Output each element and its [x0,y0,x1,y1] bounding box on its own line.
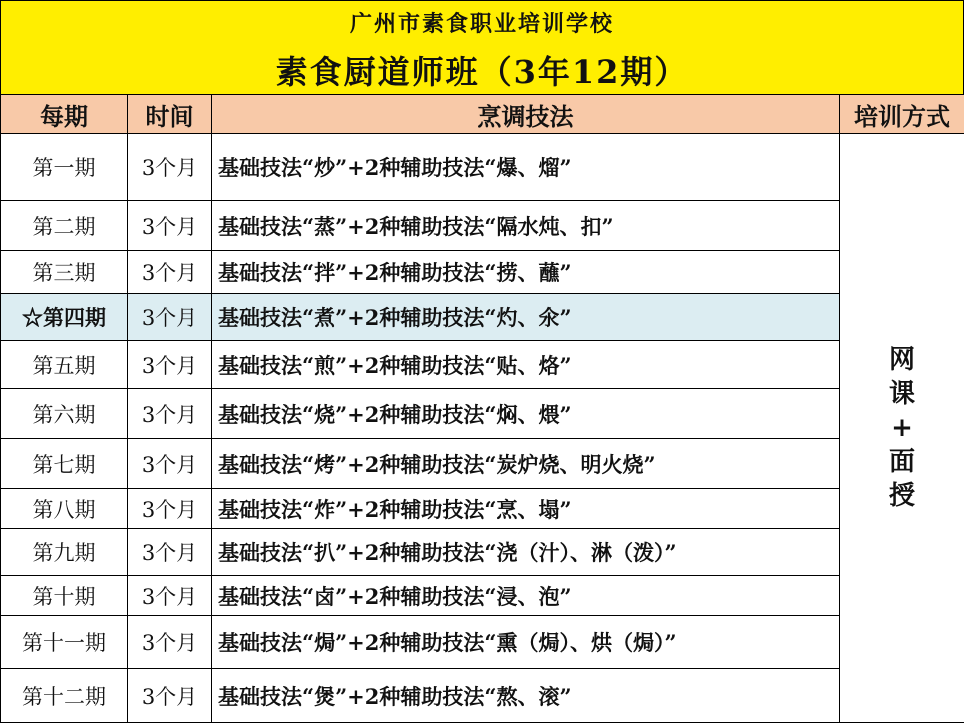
training-method-char: 网 [888,345,915,375]
table-row [1,251,964,294]
time-cell: 3个月 [128,529,212,576]
training-method-cell [840,134,964,723]
time-cell: 3个月 [128,489,212,529]
period-cell: 第一期 [1,134,128,201]
period-cell: 第十二期 [1,669,128,723]
table-row [1,669,964,723]
period-cell: 第十一期 [1,616,128,669]
technique-cell: 基础技法“扒”+2种辅助技法“浇（汁）、淋（泼）” [212,529,840,576]
period-cell: 第八期 [1,489,128,529]
table-row [1,134,964,201]
time-cell: 3个月 [128,576,212,616]
time-cell: 3个月 [128,294,212,341]
table-header-row [1,95,964,134]
table-row [1,489,964,529]
table-row [1,439,964,489]
training-method-char: 课 [888,379,915,409]
time-cell: 3个月 [128,616,212,669]
technique-cell: 基础技法“焗”+2种辅助技法“熏（焗）、烘（焗）” [212,616,840,669]
course-title: 素食厨道师班（3年12期） [275,53,689,91]
period-cell: 第二期 [1,201,128,251]
table-row [1,616,964,669]
time-cell: 3个月 [128,251,212,294]
school-name: 广州市素食职业培训学校 [349,11,614,37]
period-cell: 第六期 [1,389,128,439]
technique-cell: 基础技法“卤”+2种辅助技法“浸、泡” [212,576,840,616]
training-method-char: + [891,413,913,443]
table-row [1,294,964,341]
table-row [1,529,964,576]
period-cell: 第九期 [1,529,128,576]
technique-cell: 基础技法“炸”+2种辅助技法“烹、塌” [212,489,840,529]
technique-cell: 基础技法“烧”+2种辅助技法“焖、煨” [212,389,840,439]
table-row [1,576,964,616]
period-cell: 第十期 [1,576,128,616]
period-cell: 第五期 [1,341,128,389]
period-cell: 第七期 [1,439,128,489]
training-method-char: 面 [888,447,915,477]
table-row [1,341,964,389]
period-cell: ☆第四期 [1,294,128,341]
time-cell: 3个月 [128,134,212,201]
technique-cell: 基础技法“炒”+2种辅助技法“爆、熘” [212,134,840,201]
column-header-time: 时间 [128,95,212,134]
technique-cell: 基础技法“煲”+2种辅助技法“熬、滚” [212,669,840,723]
technique-cell: 基础技法“拌”+2种辅助技法“捞、蘸” [212,251,840,294]
table-row [1,201,964,251]
technique-cell: 基础技法“煮”+2种辅助技法“灼、氽” [212,294,840,341]
time-cell: 3个月 [128,389,212,439]
technique-cell: 基础技法“蒸”+2种辅助技法“隔水炖、扣” [212,201,840,251]
technique-cell: 基础技法“煎”+2种辅助技法“贴、烙” [212,341,840,389]
time-cell: 3个月 [128,439,212,489]
time-cell: 3个月 [128,669,212,723]
table-row [1,389,964,439]
column-header-period: 每期 [1,95,128,134]
technique-cell: 基础技法“烤”+2种辅助技法“炭炉烧、明火烧” [212,439,840,489]
time-cell: 3个月 [128,201,212,251]
training-method-char: 授 [888,481,915,511]
column-header-technique: 烹调技法 [212,95,840,134]
time-cell: 3个月 [128,341,212,389]
column-header-training-method: 培训方式 [840,95,964,134]
schedule-table [0,94,964,723]
banner [0,0,964,96]
period-cell: 第三期 [1,251,128,294]
